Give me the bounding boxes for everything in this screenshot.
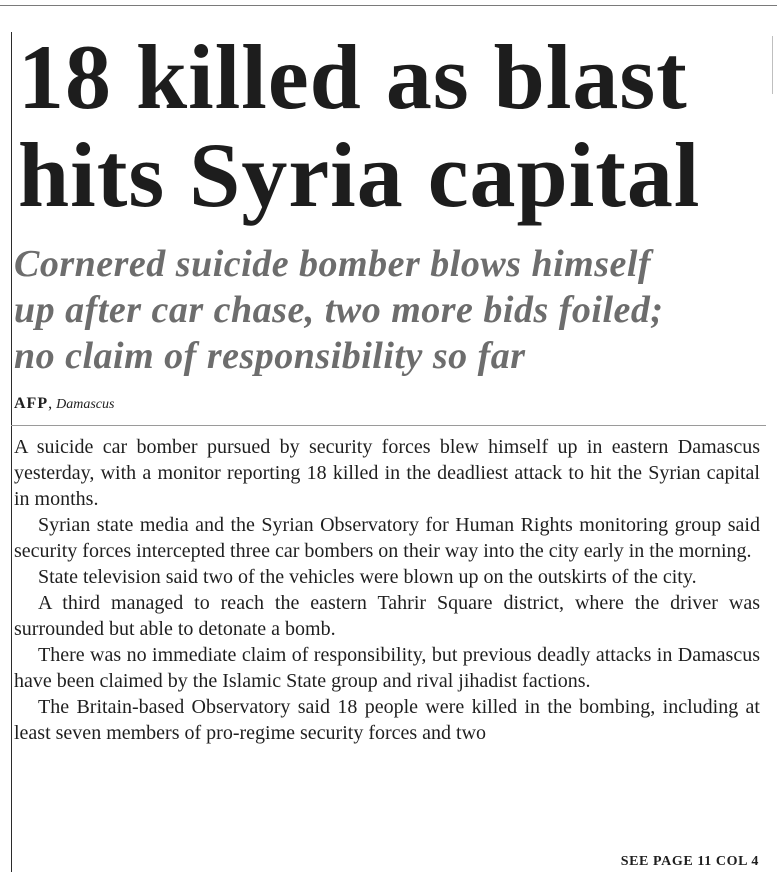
article-body bbox=[14, 434, 760, 746]
byline-agency: AFP bbox=[14, 395, 49, 412]
left-column-rule bbox=[11, 32, 12, 872]
article-paragraph: The Britain-based Observatory said 18 people were killed in the bombing, including at least seven members of pro-regime security forces and two bbox=[14, 696, 760, 744]
article-paragraph: A suicide car bomber pursued by security forces blew himself up in eastern Damascus yesterday, with a monitor reporting 18 killed in the deadliest attack to hit the Syrian capital in months. bbox=[14, 436, 760, 510]
article-paragraph: A third managed to reach the eastern Tahrir Square district, where the driver was surrounded but able to detonate a bomb. bbox=[14, 592, 760, 640]
headline bbox=[18, 28, 758, 224]
byline-divider bbox=[11, 425, 766, 426]
top-border bbox=[0, 0, 777, 6]
continuation-note: SEE PAGE 11 COL 4 bbox=[620, 854, 759, 869]
right-edge-mark bbox=[772, 36, 777, 94]
subheadline-line-2: up after car chase, two more bids foiled; bbox=[14, 289, 664, 331]
byline bbox=[14, 394, 114, 415]
article-paragraph: There was no immediate claim of responsibility, but previous deadly attacks in Damascus have been claimed by the Islamic State group and rival jihadist factions. bbox=[14, 644, 760, 692]
article-paragraph: State television said two of the vehicles were blown up on the outskirts of the city. bbox=[38, 566, 697, 588]
article-paragraph: Syrian state media and the Syrian Observatory for Human Rights monitoring group said security forces intercepted three car bombers on their way into the city early in the morning. bbox=[14, 514, 760, 562]
byline-separator: , bbox=[48, 395, 57, 412]
subheadline bbox=[14, 241, 754, 379]
headline-line-1: 18 killed as blast bbox=[18, 26, 688, 128]
subheadline-line-1: Cornered suicide bomber blows himself bbox=[14, 243, 652, 285]
subheadline-line-3: no claim of responsibility so far bbox=[14, 335, 526, 377]
headline-line-2: hits Syria capital bbox=[18, 124, 701, 226]
byline-location: Damascus bbox=[56, 397, 115, 412]
